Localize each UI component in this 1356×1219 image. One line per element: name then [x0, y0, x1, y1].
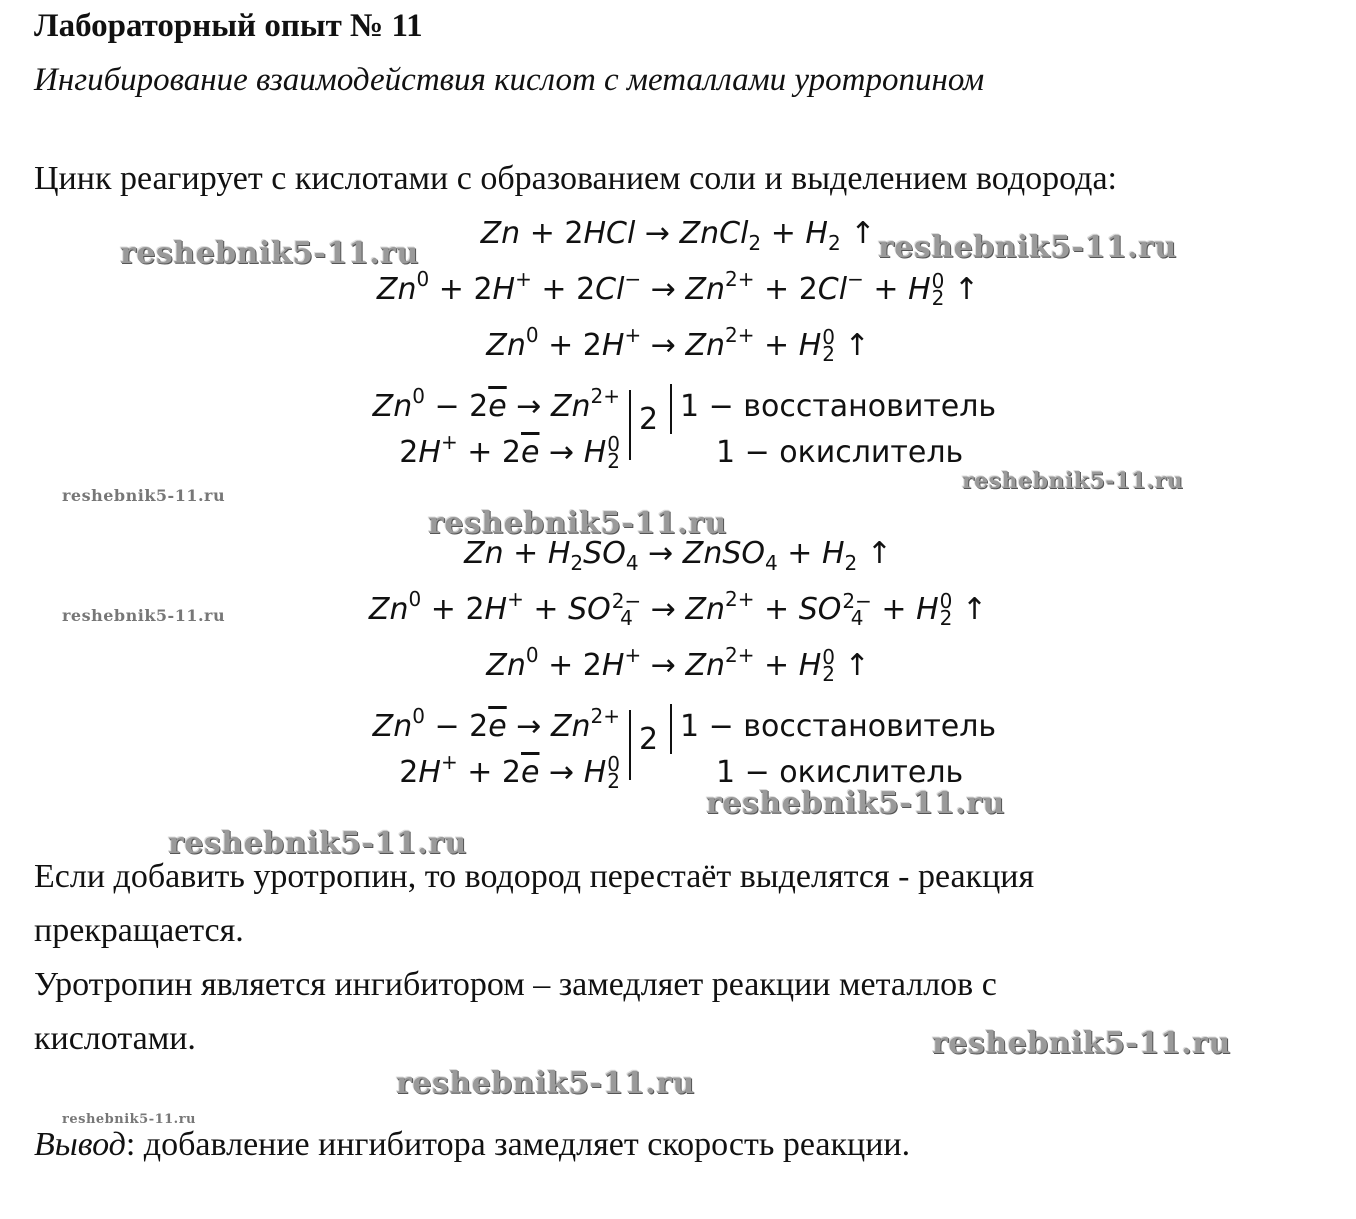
- h2so4-short-ionic-equation: $Zn^0 + 2H^+ \to Zn^{2+} + H$ 0 2 ↑: [486, 643, 870, 686]
- paragraph-2-line-1: Уротропин является ингибитором – замедляет реакции металлов с: [34, 966, 997, 1003]
- balance-divider: [629, 710, 631, 780]
- paragraph-1-line-1: Если добавить уротропин, то водород перестаёт выделятся - реакция: [34, 858, 1035, 895]
- intro-text: Цинк реагирует с кислотами с образованием соли и выделением водорода:: [34, 160, 1117, 197]
- watermark: reshebnik5-11.ru: [706, 786, 1005, 821]
- h2so4-oxidation-half: $Zn^0 - 2\overline{e} \to Zn^{2+}$: [372, 704, 620, 744]
- reducer-label: 1 − восстановитель: [680, 389, 997, 424]
- page-title: Лабораторный опыт № 11: [34, 8, 423, 44]
- hcl-oxidation-half: $Zn^0 - 2\overline{e} \to Zn^{2+}$: [372, 384, 620, 424]
- oxidizer-label: 1 − окислитель: [716, 435, 964, 470]
- watermark: reshebnik5-11.ru: [62, 486, 226, 505]
- electron-count: 2: [639, 722, 659, 757]
- h2so4-molecular-equation: $Zn + H_2SO_4$ → ZnSO$_4$ + $H_2$ ↑: [464, 536, 892, 575]
- paragraph-1-line-2: прекращается.: [34, 912, 244, 949]
- hcl-full-ionic-equation: $Zn^0 + 2H^+ + 2Cl^- \to Zn^{2+} + 2Cl^- + H$ 0 2 ↑: [376, 267, 980, 310]
- h2so4-full-ionic-equation: $Zn^0 + 2H^+$ + SO 2− 4 → $Zn^{2+}$ + SO 2− 4 + H 0 2 ↑: [368, 587, 988, 630]
- watermark: reshebnik5-11.ru: [168, 826, 467, 861]
- conclusion-label: Вывод: [34, 1126, 126, 1163]
- h2so4-reduction-half: $2H^+ + 2\overline{e} \to H$ 0 2: [399, 750, 620, 793]
- watermark: reshebnik5-11.ru: [962, 468, 1184, 494]
- balance-divider: [629, 390, 631, 460]
- watermark: reshebnik5-11.ru: [62, 1112, 197, 1127]
- conclusion-text: : добавление ингибитора замедляет скорость реакции.: [125, 1126, 911, 1163]
- oxidizer-label: 1 − окислитель: [716, 755, 964, 790]
- reducer-label: 1 − восстановитель: [680, 709, 997, 744]
- electron-count: 2: [639, 402, 659, 437]
- balance-divider: [670, 384, 672, 434]
- watermark: reshebnik5-11.ru: [120, 236, 419, 271]
- hcl-reduction-half: $2H^+ + 2\overline{e} \to H$ 0 2: [399, 430, 620, 473]
- paragraph-2-line-2: кислотами.: [34, 1020, 196, 1057]
- watermark: reshebnik5-11.ru: [878, 230, 1177, 265]
- hcl-molecular-equation: Zn + 2HCl → ZnCl$_2$ + $H_2$ ↑: [480, 216, 876, 255]
- watermark: reshebnik5-11.ru: [396, 1066, 695, 1101]
- watermark: reshebnik5-11.ru: [932, 1026, 1231, 1061]
- watermark: reshebnik5-11.ru: [62, 606, 226, 625]
- page-subtitle: Ингибирование взаимодействия кислот с металлами уротропином: [34, 62, 985, 98]
- hcl-short-ionic-equation: $Zn^0 + 2H^+ \to Zn^{2+} + H$ 0 2 ↑: [486, 323, 870, 366]
- balance-divider: [670, 704, 672, 754]
- watermark: reshebnik5-11.ru: [428, 506, 727, 541]
- conclusion: [34, 1126, 910, 1164]
